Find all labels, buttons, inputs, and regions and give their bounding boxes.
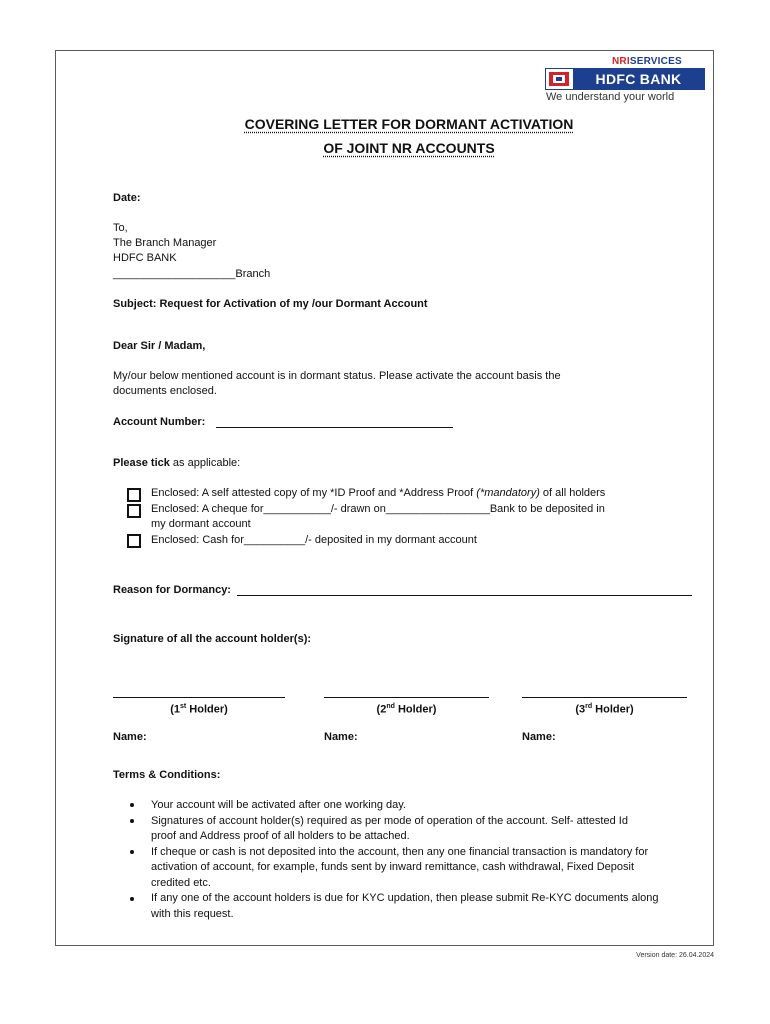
salutation: Dear Sir / Madam, — [113, 340, 206, 352]
terms-item-4-line-1: If any one of the account holders is due for KYC updation, then please submit Re-KYC documents along — [151, 892, 659, 904]
terms-item-2-line-2: proof and Address proof of all holders to be attached. — [151, 830, 410, 842]
bullet-icon — [130, 819, 134, 823]
account-number-label: Account Number: — [113, 416, 206, 428]
checkbox-cheque[interactable] — [127, 504, 141, 518]
nri-services-label: NRISERVICES — [612, 56, 682, 67]
subject: Subject: Request for Activation of my /our Dormant Account — [113, 298, 428, 310]
name-label-1: Name: — [113, 731, 147, 743]
address-bank: HDFC BANK — [113, 252, 177, 264]
bank-name: HDFC BANK — [573, 69, 704, 89]
signature-label: Signature of all the account holder(s): — [113, 633, 312, 645]
reason-label: Reason for Dormancy: — [113, 584, 231, 596]
terms-item-3-line-3: credited etc. — [151, 877, 211, 889]
checkbox-id-proof[interactable] — [127, 488, 141, 502]
bullet-icon — [130, 850, 134, 854]
bullet-icon — [130, 897, 134, 901]
account-number-field[interactable] — [216, 427, 453, 428]
version-date: Version date: 26.04.2024 — [636, 952, 714, 959]
tick-item-cheque-line-1: Enclosed: A cheque for___________/- drawn on_________________Bank to be deposited in — [151, 503, 605, 515]
tick-item-cheque-line-2: my dormant account — [151, 518, 251, 530]
address-manager: The Branch Manager — [113, 237, 217, 249]
date-label: Date: — [113, 192, 141, 204]
terms-item-4-line-2: with this request. — [151, 908, 234, 920]
signature-line-1[interactable] — [113, 697, 285, 698]
hdfc-bank-logo — [545, 68, 705, 90]
title-line-1: COVERING LETTER FOR DORMANT ACTIVATION — [244, 116, 574, 132]
title-line-2: OF JOINT NR ACCOUNTS — [323, 140, 495, 156]
tick-label: Please tick as applicable: — [113, 457, 241, 469]
reason-field[interactable] — [237, 595, 692, 596]
terms-item-3-line-1: If cheque or cash is not deposited into the account, then any one financial transaction is mandatory for — [151, 846, 649, 858]
address-to: To, — [113, 222, 128, 234]
terms-item-1-line-1: Your account will be activated after one working day. — [151, 799, 406, 811]
terms-item-2-line-1: Signatures of account holder(s) required as per mode of operation of the account. Self- attested Id — [151, 815, 628, 827]
holder-3-label: (3rd Holder) — [575, 703, 634, 716]
name-label-3: Name: — [522, 731, 556, 743]
holder-1-label: (1st Holder) — [170, 703, 228, 716]
bank-tagline: We understand your world — [546, 91, 675, 103]
address-branch: ____________________Branch — [113, 268, 271, 280]
signature-line-2[interactable] — [324, 697, 489, 698]
name-label-2: Name: — [324, 731, 358, 743]
checkbox-cash[interactable] — [127, 534, 141, 548]
hdfc-logo-icon — [549, 72, 569, 86]
bullet-icon — [130, 803, 134, 807]
body-line-2: documents enclosed. — [113, 385, 217, 397]
signature-line-3[interactable] — [522, 697, 687, 698]
tick-item-cash: Enclosed: Cash for__________/- deposited in my dormant account — [151, 534, 477, 546]
tick-item-id-proof: Enclosed: A self attested copy of my *ID Proof and *Address Proof (*mandatory) of all holders — [151, 487, 606, 499]
holder-2-label: (2nd Holder) — [376, 703, 437, 716]
terms-item-3-line-2: activation of account, for example, funds sent by inward remittance, cash withdrawal, Fixed Deposit — [151, 861, 635, 873]
terms-heading: Terms & Conditions: — [113, 769, 221, 781]
body-line-1: My/our below mentioned account is in dormant status. Please activate the account basis the — [113, 370, 561, 382]
